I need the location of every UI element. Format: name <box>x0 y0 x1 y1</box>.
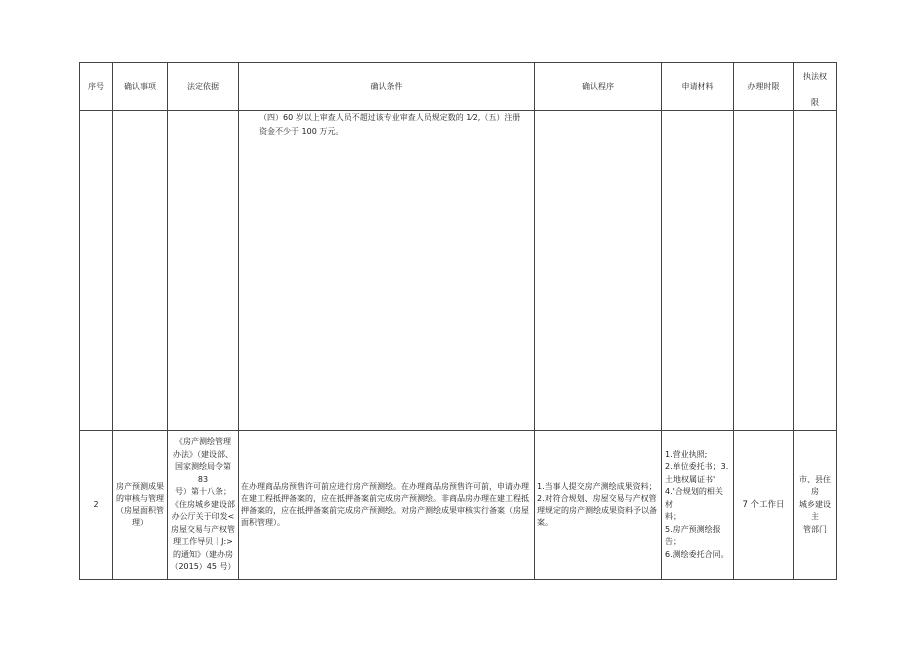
material-line: 料； <box>665 512 681 522</box>
law-line: 国家测绘局令第 83 <box>175 462 231 484</box>
cell-item <box>113 431 168 580</box>
cell-procedure <box>535 111 662 431</box>
header-materials: 申请材料 <box>662 63 734 111</box>
header-time-limit: 办理时限 <box>734 63 794 111</box>
cell-authority <box>794 111 837 431</box>
cell-law <box>168 111 239 431</box>
law-line: 办法》（建设部、 <box>173 449 233 459</box>
law-line: 理工作导贝｜J:> <box>173 537 233 547</box>
permit-table <box>79 62 837 580</box>
cell-conditions: 在办理商品房预售许可前应进行房产预测绘。在办理商品房预售许可前，申请办理在建工程抵押备案的，应在抵押备案前完成房产预测绘。非商品房办理在建工程抵押备案的，应在抵押备案前完成房产预测绘。对房产测绘成果审核实行备案（房屋面积管理）。 <box>239 431 535 580</box>
authority-line: 市、县住房 <box>799 474 831 497</box>
cell-seq: 2 <box>80 431 113 580</box>
header-seq: 序号 <box>80 63 113 111</box>
cell-time-limit <box>734 111 794 431</box>
item-line: （房屋面积管 <box>116 506 164 515</box>
header-row <box>80 63 837 111</box>
header-item: 确认事项 <box>113 63 168 111</box>
material-line: 4.'合规划的相关材 <box>665 487 723 509</box>
header-authority-line1: 执法权 <box>803 71 827 81</box>
law-line: （2015）45 号） <box>170 562 236 572</box>
authority-line: 城乡建设主 <box>799 499 831 522</box>
cell-seq <box>80 111 113 431</box>
item-line: 理） <box>132 518 148 527</box>
cell-time-limit: 7 个工作日 <box>734 431 794 580</box>
cell-materials <box>662 431 734 580</box>
header-authority-line2: 限 <box>811 97 819 107</box>
authority-line: 管部门 <box>803 524 827 534</box>
law-line: 《住房城乡建设部 <box>171 499 235 509</box>
cell-materials <box>662 111 734 431</box>
table-row <box>80 111 837 431</box>
cell-law <box>168 431 239 580</box>
item-line: 的审核与管理 <box>116 494 164 503</box>
material-line: 土地权属证书' <box>665 474 716 484</box>
cell-authority <box>794 431 837 580</box>
header-procedure: 确认程序 <box>535 63 662 111</box>
material-line: 6.测绘委托合同。 <box>665 549 729 559</box>
material-line: 5.房产预测绘报 <box>665 524 721 534</box>
law-line: 的通知》（建办房 <box>173 549 233 559</box>
law-line: 办公厅关于印发< <box>171 512 235 522</box>
law-line: 号）第十八条； <box>175 487 231 497</box>
header-authority <box>794 63 837 111</box>
material-line: 1.营业执照; <box>665 449 708 459</box>
header-conditions: 确认条件 <box>239 63 535 111</box>
material-line: 2.单位委托书；3. <box>665 462 729 472</box>
material-line: 告； <box>665 537 681 547</box>
table-row <box>80 431 837 580</box>
law-line: 房屋交易与产权管 <box>171 524 235 534</box>
cell-conditions: （四）60 岁以上审查人员不超过该专业审查人员规定数的 1⁄2,（五）注册资金不少于 100 万元。 <box>239 111 535 431</box>
law-line: 《房产测绘管理 <box>175 437 231 447</box>
header-law: 法定依据 <box>168 63 239 111</box>
cell-item <box>113 111 168 431</box>
item-line: 房产预测成果 <box>116 482 164 491</box>
cell-procedure: 1.当事人提交房产测绘成果资料；2.对符合规划、房屋交易与产权管理规定的房产测绘成果资料予以备案。 <box>535 431 662 580</box>
